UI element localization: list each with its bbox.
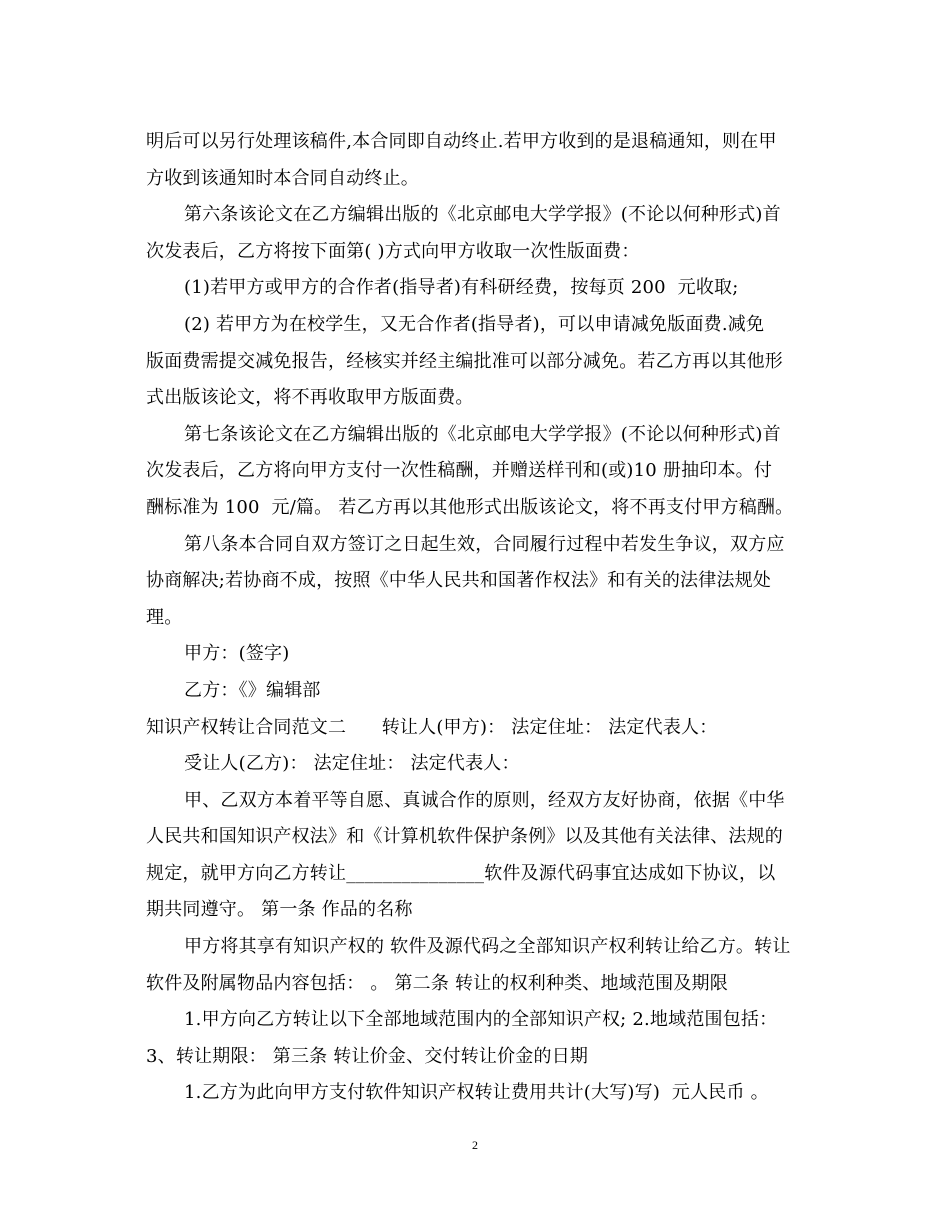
page-number: 2 [472,1138,478,1152]
text-line: 甲方将其享有知识产权的 软件及源代码之全部知识产权利转让给乙方。转让 [184,936,791,958]
text-line: 理。 [146,606,183,628]
text-line: 式出版该论文，将不再收取甲方版面费。 [146,387,474,409]
text-line: 次发表后，乙方将按下面第( )方式向甲方收取一次性版面费： [146,240,640,262]
text-line: 知识产权转让合同范文二 转让人(甲方)： 法定住址： 法定代表人： [146,716,718,738]
text-line: 酬标准为 100 元/篇。 若乙方再以其他形式出版该论文，将不再支付甲方稿酬。 [146,496,794,518]
text-line: 甲方：(签字) [184,643,290,665]
text-line: 人民共和国知识产权法》和《计算机软件保护条例》以及其他有关法律、法规的 [146,826,783,848]
text-line: 甲、乙双方本着平等自愿、真诚合作的原则，经双方友好协商，依据《中华 [184,789,785,811]
text-line: 3、转让期限： 第三条 转让价金、交付转让价金的日期 [146,1045,589,1067]
text-line: 受让人(乙方)： 法定住址： 法定代表人： [184,753,520,775]
text-line: 第六条该论文在乙方编辑出版的《北京邮电大学学报》(不论以何种形式)首 [184,204,781,226]
text-line: 明后可以另行处理该稿件,本合同即自动终止.若甲方收到的是退稿通知，则在甲 [146,131,777,152]
text-line: 协商解决;若协商不成，按照《中华人民共和国著作权法》和有关的法律法规处 [146,570,772,592]
text-line: 1.乙方为此向甲方支付软件知识产权转让费用共计(大写)写) 元人民币 。 [184,1082,769,1104]
text-line: 期共同遵守。 第一条 作品的名称 [146,899,413,921]
text-line: 次发表后，乙方将向甲方支付一次性稿酬，并赠送样刊和(或)10 册抽印本。付 [146,460,773,482]
text-line: (1)若甲方或甲方的合作者(指导者)有科研经费，按每页 200 元收取; [184,277,739,299]
text-line: 第八条本合同自双方签订之日起生效，合同履行过程中若发生争议，双方应 [184,533,785,555]
text-line: 第七条该论文在乙方编辑出版的《北京邮电大学学报》(不论以何种形式)首 [184,423,781,445]
text-line: 规定，就甲方向乙方转让_______________软件及源代码事宜达成如下协议，以 [146,862,776,884]
text-line: 版面费需提交减免报告，经核实并经主编批准可以部分减免。若乙方再以其他形 [146,350,783,372]
document-body [146,124,806,1112]
text-line: 软件及附属物品内容包括： 。 第二条 转让的权利种类、地域范围及期限 [146,972,728,994]
text-line: (2) 若甲方为在校学生，又无合作者(指导者)，可以申请减免版面费.减免 [184,313,765,335]
text-line: 方收到该通知时本合同自动终止。 [146,167,419,189]
text-line: 乙方：《》编辑部 [184,679,321,701]
text-line: 1.甲方向乙方转让以下全部地域范围内的全部知识产权; 2.地域范围包括： [184,1009,778,1031]
